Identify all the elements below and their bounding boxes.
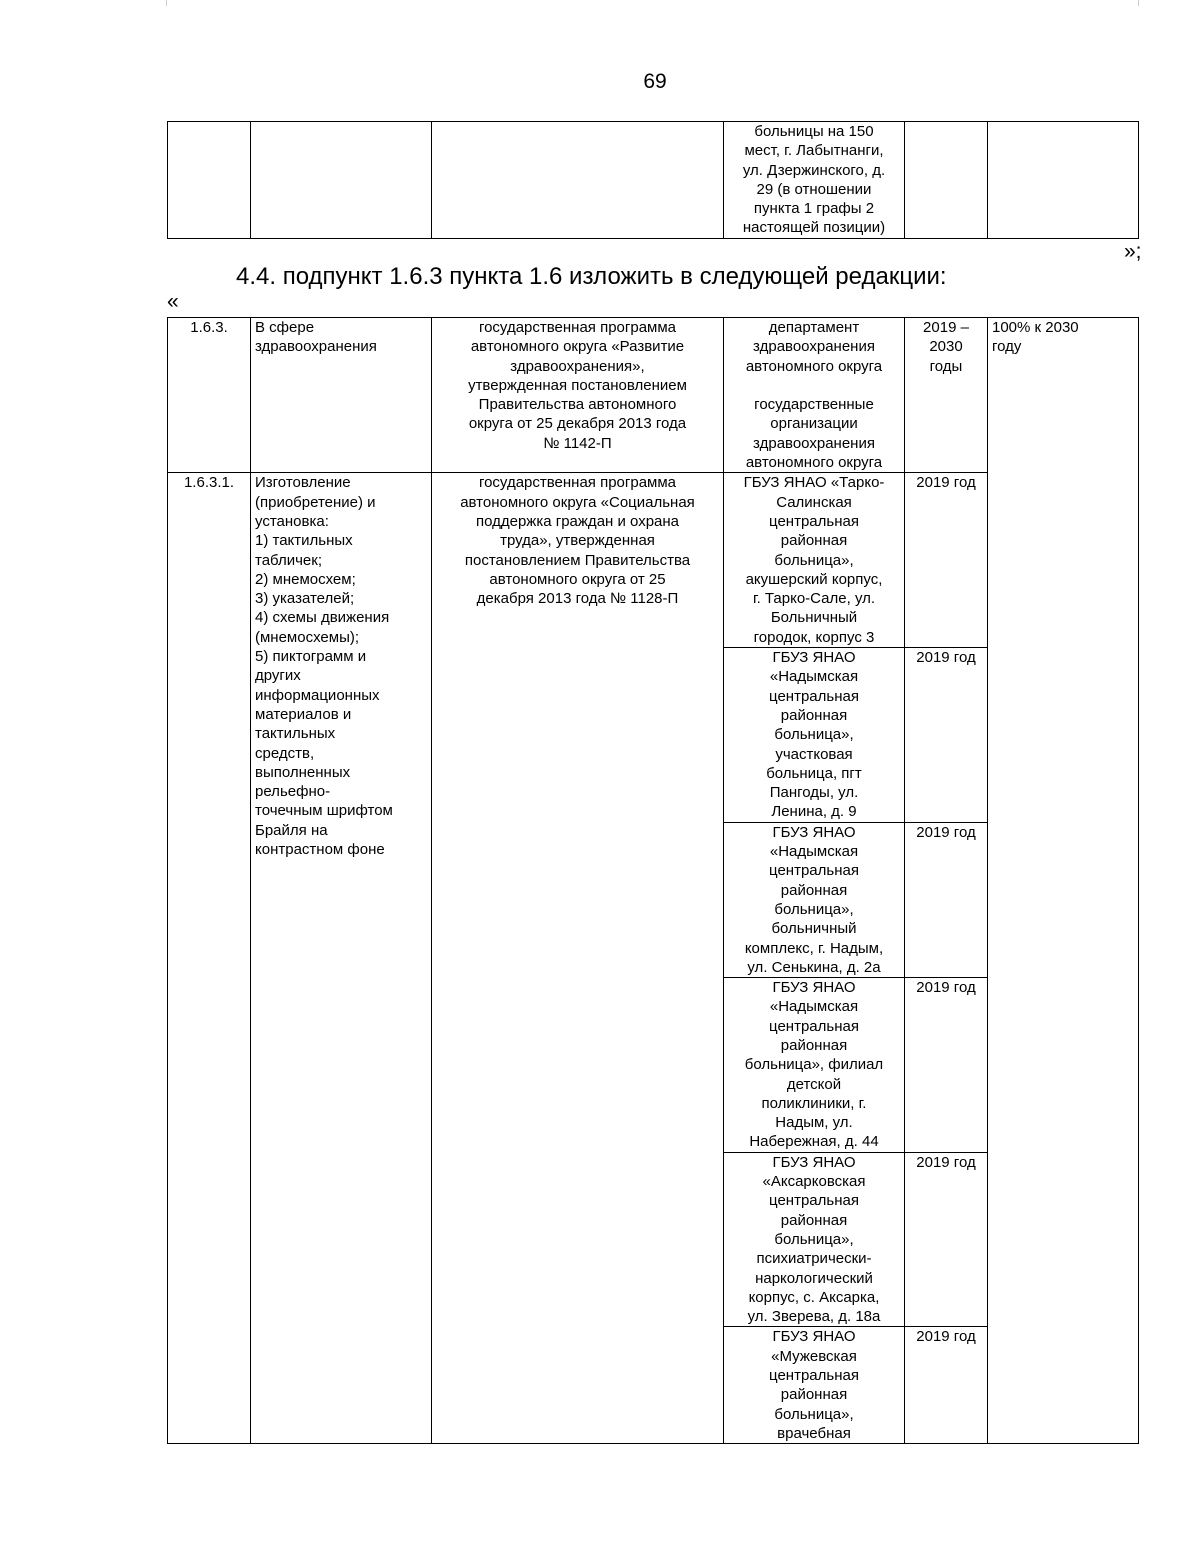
table-cell-facility-address: больницы на 150 мест, г. Лабытнанги, ул. Дзержинского, д. 29 (в отношении пункта 1 графы 2 настоящей позиции): [724, 122, 905, 239]
opening-quote: «: [167, 290, 179, 313]
table-cell-result: [988, 122, 1139, 239]
facility-cell: ГБУЗ ЯНАО «Мужевская центральная районная больница», врачебная: [724, 1327, 905, 1444]
table-row: [168, 318, 1139, 473]
table-cell-name: [251, 122, 432, 239]
measure-name: Изготовление (приобретение) и установка: 1) тактильных табличек; 2) мнемосхем; 3) указателей; 4) схемы движения (мнемосхемы); 5) пиктограмм и других информационных материалов и тактильных средств, выполненных рельефно- точечным шрифтом Брайля на контрастном фоне: [251, 473, 432, 1444]
row-number: 1.6.3.1.: [168, 473, 251, 1444]
page-number: 69: [643, 70, 667, 93]
program-description: государственная программа автономного округа «Развитие здравоохранения», утвержденная постановлением Правительства автономного округа от 25 декабря 2013 года № 1142-П: [432, 318, 724, 473]
executor-cell: департамент здравоохранения автономного округа государственные организации здравоохранения автономного округа: [724, 318, 905, 473]
section-heading: 4.4. подпункт 1.6.3 пункта 1.6 изложить в следующей редакции:: [236, 263, 947, 290]
result-cell: 100% к 2030 году: [988, 318, 1139, 1444]
continuation-table: [167, 121, 1139, 239]
table-cell-program: [432, 122, 724, 239]
year-cell: 2019 год: [905, 1152, 988, 1327]
year-cell: 2019 год: [905, 1327, 988, 1444]
year-cell: 2019 год: [905, 978, 988, 1153]
page-edge-mark-left: [166, 0, 167, 6]
year-cell: 2019 год: [905, 473, 988, 648]
year-cell: 2019 год: [905, 648, 988, 823]
facility-cell: ГБУЗ ЯНАО «Надымская центральная районная больница», больничный комплекс, г. Надым, ул. Сенькина, д. 2а: [724, 822, 905, 977]
table-cell-num: [168, 122, 251, 239]
program-description: государственная программа автономного округа «Социальная поддержка граждан и охрана труда», утвержденная постановлением Правительства автономного округа от 25 декабря 2013 года № 1128-П: [432, 473, 724, 1444]
facility-cell: ГБУЗ ЯНАО «Надымская центральная районная больница», филиал детской поликлиники, г. Надым, ул. Набережная, д. 44: [724, 978, 905, 1153]
measures-table: [167, 317, 1139, 1444]
facility-cell: ГБУЗ ЯНАО «Тарко- Салинская центральная районная больница», акушерский корпус, г. Тарко-Сале, ул. Больничный городок, корпус 3: [724, 473, 905, 648]
table-cell-period: [905, 122, 988, 239]
year-cell: 2019 год: [905, 822, 988, 977]
table-row: [168, 122, 1139, 239]
measure-name: В сфере здравоохранения: [251, 318, 432, 473]
period-cell: 2019 – 2030 годы: [905, 318, 988, 473]
facility-cell: ГБУЗ ЯНАО «Надымская центральная районная больница», участковая больница, пгт Пангоды, ул. Ленина, д. 9: [724, 648, 905, 823]
row-number: 1.6.3.: [168, 318, 251, 473]
page-edge-mark-right: [1138, 0, 1139, 6]
facility-cell: ГБУЗ ЯНАО «Аксарковская центральная районная больница», психиатрически- наркологический корпус, с. Аксарка, ул. Зверева, д. 18а: [724, 1152, 905, 1327]
closing-quote: »;: [1124, 240, 1142, 263]
